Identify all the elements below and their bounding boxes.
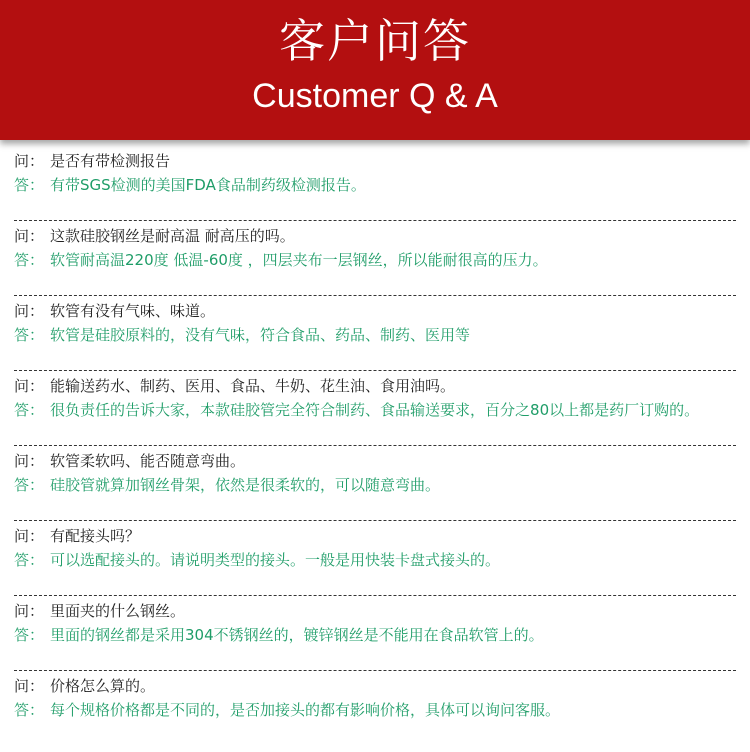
- qa-item: [14, 671, 736, 746]
- answer: [14, 624, 544, 646]
- page-title: 客户问答: [279, 14, 471, 68]
- answer-text: 很负责任的告诉大家，本款硅胶管完全符合制药、食品输送要求，百分之80以上都是药厂订购的。: [50, 401, 700, 419]
- question-prefix: 问：: [14, 452, 45, 470]
- question: [14, 525, 140, 547]
- answer-prefix: 答：: [14, 326, 45, 344]
- qa-item: [14, 521, 736, 596]
- question-text: 软管有没有气味、味道。: [50, 302, 216, 320]
- answer: [14, 174, 366, 196]
- question: [14, 600, 185, 622]
- answer-prefix: 答：: [14, 401, 45, 419]
- question-text: 软管柔软吗、能否随意弯曲。: [50, 452, 246, 470]
- answer-text: 软管是硅胶原料的，没有气味，符合食品、药品、制药、医用等: [50, 326, 471, 344]
- answer-prefix: 答：: [14, 476, 45, 494]
- question-prefix: 问：: [14, 677, 45, 695]
- answer: [14, 399, 699, 421]
- question-prefix: 问：: [14, 152, 45, 170]
- answer: [14, 249, 548, 271]
- answer-text: 可以选配接头的。请说明类型的接头。一般是用快装卡盘式接头的。: [50, 551, 501, 569]
- question: [14, 675, 155, 697]
- answer-text: 软管耐高温220度 低温-60度 ，四层夹布一层钢丝，所以能耐很高的压力。: [50, 251, 548, 269]
- question-prefix: 问：: [14, 527, 45, 545]
- answer: [14, 324, 470, 346]
- answer: [14, 549, 500, 571]
- question: [14, 150, 170, 172]
- qa-item: [14, 446, 736, 521]
- question: [14, 450, 245, 472]
- question-prefix: 问：: [14, 602, 45, 620]
- question-prefix: 问：: [14, 227, 45, 245]
- qa-item: [14, 146, 736, 221]
- answer-text: 有带SGS检测的美国FDA食品制药级检测报告。: [50, 176, 366, 194]
- question-prefix: 问：: [14, 302, 45, 320]
- answer-text: 每个规格价格都是不同的，是否加接头的都有影响价格，具体可以询问客服。: [50, 701, 561, 719]
- question: [14, 300, 215, 322]
- answer-text: 硅胶管就算加钢丝骨架，依然是很柔软的，可以随意弯曲。: [50, 476, 441, 494]
- question-text: 价格怎么算的。: [50, 677, 156, 695]
- qa-item: [14, 596, 736, 671]
- question: [14, 375, 455, 397]
- answer: [14, 699, 560, 721]
- answer-prefix: 答：: [14, 551, 45, 569]
- answer-text: 里面的钢丝都是采用304不锈钢丝的，镀锌钢丝是不能用在食品软管上的。: [50, 626, 544, 644]
- question-prefix: 问：: [14, 377, 45, 395]
- page-header: [0, 0, 750, 140]
- question: [14, 225, 295, 247]
- answer-prefix: 答：: [14, 176, 45, 194]
- qa-item: [14, 221, 736, 296]
- question-text: 能输送药水、制药、医用、食品、牛奶、花生油、食用油吗。: [50, 377, 456, 395]
- answer-prefix: 答：: [14, 626, 45, 644]
- answer: [14, 474, 440, 496]
- qa-item: [14, 296, 736, 371]
- page-subtitle: Customer Q & A: [252, 77, 498, 115]
- question-text: 有配接头吗？: [50, 527, 141, 545]
- answer-prefix: 答：: [14, 251, 45, 269]
- question-text: 这款硅胶钢丝是耐高温 耐高压的吗。: [50, 227, 295, 245]
- answer-prefix: 答：: [14, 701, 45, 719]
- question-text: 里面夹的什么钢丝。: [50, 602, 186, 620]
- qa-item: [14, 371, 736, 446]
- qa-list: [0, 146, 750, 746]
- question-text: 是否有带检测报告: [50, 152, 171, 170]
